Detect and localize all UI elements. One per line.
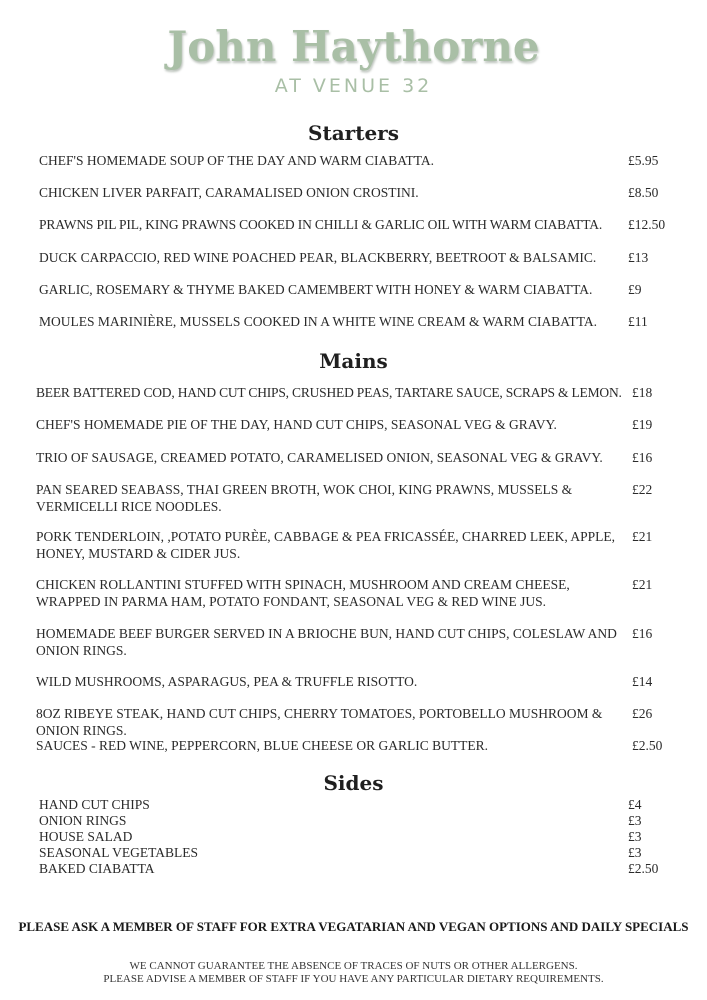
item-description: TRIO OF SAUSAGE, CREAMED POTATO, CARAMELISED ONION, SEASONAL VEG & GRAVY. [36,450,603,465]
mains-heading: Mains [319,349,388,373]
item-description: MOULES MARINIÈRE, MUSSELS COOKED IN A WHITE WINE CREAM & WARM CIABATTA. [39,314,598,329]
side-item: ONION RINGS [39,813,127,828]
item-price: £16 [632,626,653,641]
item-price: £14 [632,674,653,689]
item-price: £13 [628,250,649,265]
item-price: £16 [632,450,653,465]
item-price: £12.50 [628,217,666,232]
item-description: PRAWNS PIL PIL, KING PRAWNS COOKED IN CHILLI & GARLIC OIL WITH WARM CIABATTA. [39,217,603,232]
allergen-disclaimer: WE CANNOT GUARANTEE THE ABSENCE OF TRACES OF NUTS OR OTHER ALLERGENS. [129,960,578,972]
item-description: CHICKEN ROLLANTINI STUFFED WITH SPINACH, MUSHROOM AND CREAM CHEESE, [36,577,570,592]
item-price: £21 [632,577,653,592]
item-description-line2: ONION RINGS. [36,642,127,658]
item-description: WILD MUSHROOMS, ASPARAGUS, PEA & TRUFFLE RISOTTO. [36,674,418,689]
starters-heading: Starters [308,121,399,145]
item-description: PORK TENDERLOIN, ,POTATO PURÈE, CABBAGE & PEA FRICASSÉE, CHARRED LEEK, APPLE, [36,529,615,544]
item-description: 8OZ RIBEYE STEAK, HAND CUT CHIPS, CHERRY TOMATOES, PORTOBELLO MUSHROOM & [36,706,603,721]
item-description: BEER BATTERED COD, HAND CUT CHIPS, CRUSHED PEAS, TARTARE SAUCE, SCRAPS & LEMON. [36,385,622,400]
item-price: £21 [632,529,653,544]
menu-header [0,22,707,98]
side-price: £2.50 [628,861,659,876]
side-price: £3 [628,813,642,828]
side-price: £3 [628,845,642,860]
item-price: £2.50 [632,738,663,753]
item-price: £22 [632,482,653,497]
item-description-line2: HONEY, MUSTARD & CIDER JUS. [36,545,241,561]
item-price: £5.95 [628,153,659,168]
side-item: HOUSE SALAD [39,829,133,844]
item-price: £18 [632,385,653,400]
item-description: HOMEMADE BEEF BURGER SERVED IN A BRIOCHE BUN, HAND CUT CHIPS, COLESLAW AND [36,626,617,641]
item-price: £19 [632,417,653,432]
item-description: CHEF'S HOMEMADE PIE OF THE DAY, HAND CUT CHIPS, SEASONAL VEG & GRAVY. [36,417,557,432]
venue-subtitle: AT VENUE 32 [274,75,433,97]
item-description-line2: WRAPPED IN PARMA HAM, POTATO FONDANT, SEASONAL VEG & RED WINE JUS. [36,593,546,609]
dietary-disclaimer: PLEASE ADVISE A MEMBER OF STAFF IF YOU HAVE ANY PARTICULAR DIETARY REQUIREMENTS. [103,973,604,985]
item-description: GARLIC, ROSEMARY & THYME BAKED CAMEMBERT WITH HONEY & WARM CIABATTA. [39,282,593,297]
side-price: £3 [628,829,642,844]
item-description: DUCK CARPACCIO, RED WINE POACHED PEAR, BLACKBERRY, BEETROOT & BALSAMIC. [39,250,597,265]
item-description-line2: VERMICELLI RICE NOODLES. [36,498,222,514]
item-price: £9 [628,282,642,297]
item-description: CHEF'S HOMEMADE SOUP OF THE DAY AND WARM CIABATTA. [39,153,435,168]
item-description: CHICKEN LIVER PARFAIT, CARAMALISED ONION CROSTINI. [39,185,419,200]
item-price: £26 [632,706,653,721]
item-price: £8.50 [628,185,659,200]
item-description: SAUCES - RED WINE, PEPPERCORN, BLUE CHEESE OR GARLIC BUTTER. [36,738,489,753]
side-price: £4 [628,797,642,812]
restaurant-name: John Haythorne [167,22,540,71]
side-item: HAND CUT CHIPS [39,797,150,812]
item-description-line2: ONION RINGS. [36,722,127,738]
side-item: BAKED CIABATTA [39,861,155,876]
specials-notice: PLEASE ASK A MEMBER OF STAFF FOR EXTRA VEGATARIAN AND VEGAN OPTIONS AND DAILY SPECIALS [18,919,689,934]
side-item: SEASONAL VEGETABLES [39,845,199,860]
sides-heading: Sides [323,771,384,795]
item-description: PAN SEARED SEABASS, THAI GREEN BROTH, WOK CHOI, KING PRAWNS, MUSSELS & [36,482,573,497]
item-price: £11 [628,314,648,329]
